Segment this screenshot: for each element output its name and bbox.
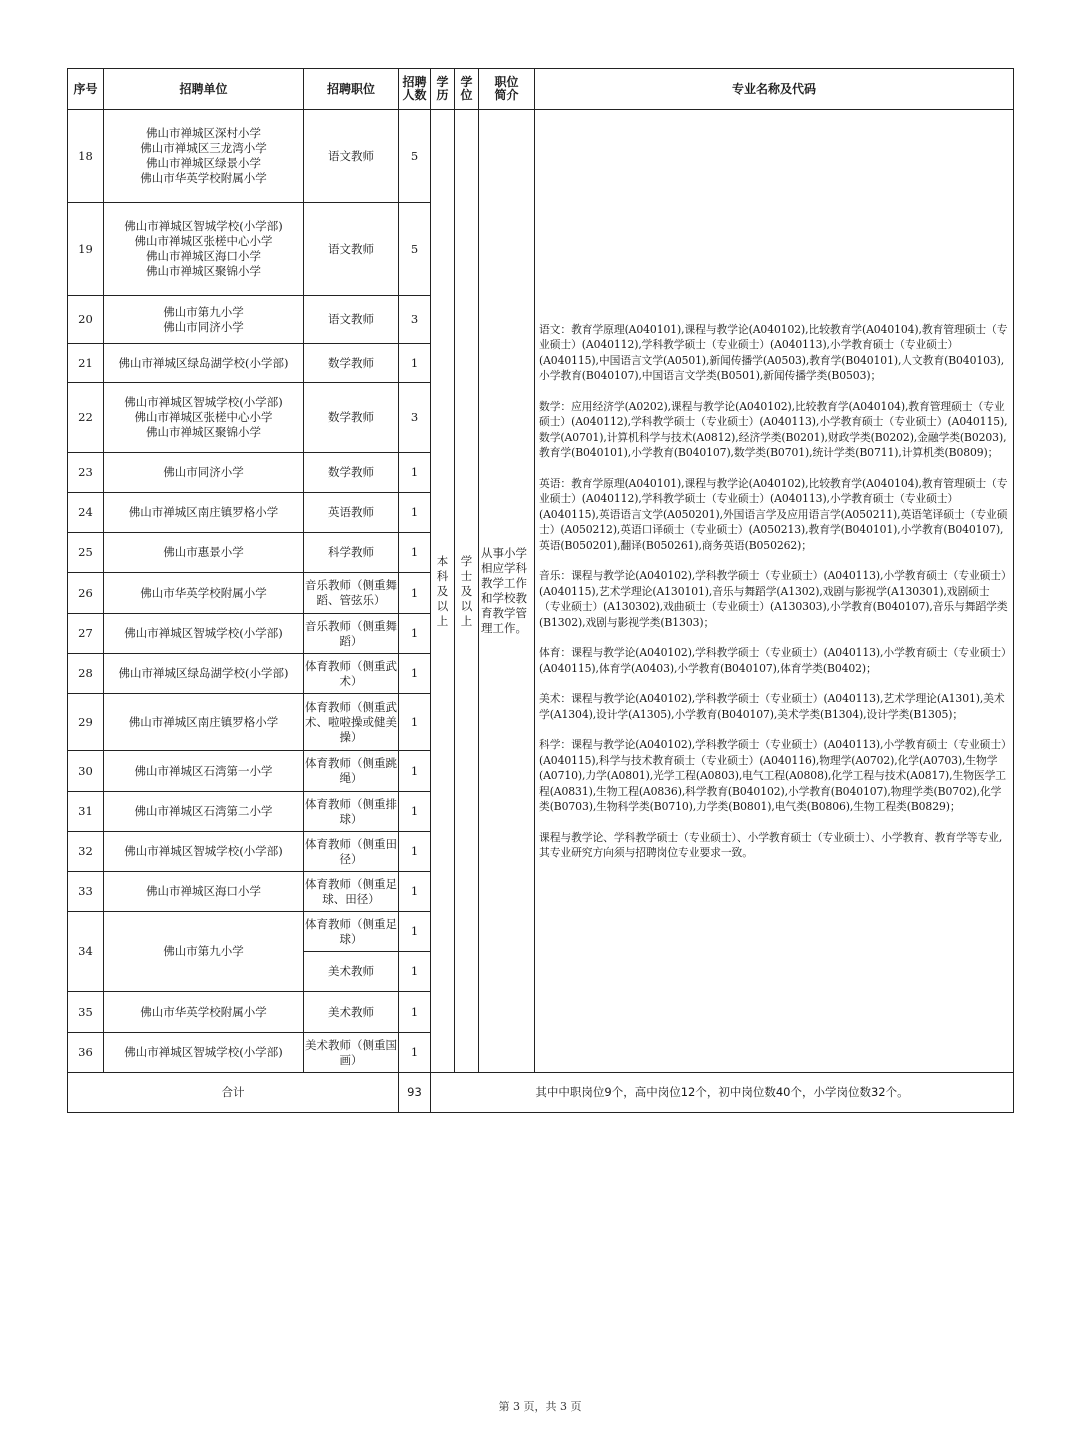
count-cell: 1 [399,614,431,654]
header-unit: 招聘单位 [104,69,304,110]
count-cell: 1 [399,1033,431,1073]
unit-cell [104,493,304,533]
degree-char: 士 [460,568,473,583]
position-cell: 美术教师 [304,992,399,1033]
unit-cell [104,453,304,493]
unit-name: 佛山市禅城区智城学校(小学部) [124,844,283,858]
header-duty [479,69,535,110]
education-cell [431,110,455,1073]
count-cell: 1 [399,533,431,573]
majors-music: 音乐：课程与教学论(A040102),学科教学硕士（专业硕士）(A040113),小学教育硕士（专业硕士）(A040115),艺术学理论(A130101),音乐与舞蹈学(A1302),戏剧与影视学(A130301),戏剧硕士（专业硕士）(A130302),戏曲硕士（专业硕士）(A130303),小学教育(B040107),音乐与舞蹈学类(B1302),戏剧与影视学类(B1303)； [539,569,1008,629]
degree-char: 学 [460,553,473,568]
unit-cell [104,614,304,654]
header-count-label: 招聘人数 [402,75,427,102]
unit-cell [104,654,304,694]
unit-cell [104,912,304,992]
unit-name: 佛山市禅城区张槎中心小学 [134,234,273,248]
count-cell: 1 [399,654,431,694]
unit-name: 佛山市禅城区三龙湾小学 [140,141,267,155]
count-cell: 1 [399,344,431,383]
position-cell: 美术教师（侧重国画） [304,1033,399,1073]
unit-cell [104,751,304,792]
majors-art: 美术：课程与教学论(A040102),学科教学硕士（专业硕士）(A040113),艺术学理论(A1301),美术学(A1304),设计学(A1305),小学教育(B040107),美术学类(B1304),设计学类(B1305)； [539,692,1005,721]
count-cell: 1 [399,952,431,992]
seq-cell: 18 [68,110,104,203]
majors-cell [535,110,1014,1073]
education-char: 科 [436,568,449,583]
unit-name: 佛山市禅城区海口小学 [146,884,261,898]
unit-name: 佛山市禅城区绿景小学 [146,156,261,170]
total-note: 其中中职岗位9个，高中岗位12个，初中岗位数40个，小学岗位数32个。 [431,1073,1014,1113]
total-row [68,1073,1014,1113]
total-count: 93 [399,1073,431,1113]
unit-name: 佛山市禅城区海口小学 [146,249,261,263]
unit-name: 佛山市禅城区智城学校(小学部) [124,626,283,640]
unit-name: 佛山市华英学校附属小学 [140,171,267,185]
position-cell: 体育教师（侧重武术、啦啦操或健美操） [304,694,399,751]
header-majors: 专业名称及代码 [535,69,1014,110]
position-cell: 体育教师（侧重足球、田径） [304,872,399,912]
header-degree [455,69,479,110]
position-cell: 体育教师（侧重足球） [304,912,399,952]
count-cell: 3 [399,296,431,344]
position-cell: 语文教师 [304,110,399,203]
education-char: 上 [436,613,449,628]
count-cell: 1 [399,832,431,872]
count-cell: 1 [399,912,431,952]
seq-cell: 22 [68,383,104,453]
seq-cell: 29 [68,694,104,751]
seq-cell: 30 [68,751,104,792]
seq-cell: 20 [68,296,104,344]
table-header-row [68,69,1014,110]
majors-chinese: 语文：教育学原理(A040101),课程与教学论(A040102),比较教育学(A040104),教育管理硕士（专业硕士）(A040112),学科教学硕士（专业硕士）(A040113),小学教育硕士（专业硕士）(A040115),中国语言文学(A0501),新闻传播学(A0503),教育学(B040101),人文教育(B040103),小学教育(B040107),中国语言文学类(B0501),新闻传播学类(B0503)； [539,322,1008,382]
unit-name: 佛山市禅城区聚锦小学 [146,425,261,439]
seq-cell: 23 [68,453,104,493]
count-cell: 1 [399,694,431,751]
unit-name: 佛山市禅城区智城学校(小学部) [124,219,283,233]
seq-cell: 36 [68,1033,104,1073]
seq-cell: 35 [68,992,104,1033]
count-cell: 1 [399,751,431,792]
unit-name: 佛山市禅城区绿岛湖学校(小学部) [118,355,289,370]
unit-cell [104,694,304,751]
seq-cell: 28 [68,654,104,694]
unit-cell [104,992,304,1033]
seq-cell: 19 [68,203,104,296]
position-cell: 语文教师 [304,203,399,296]
unit-name: 佛山市禅城区绿岛湖学校(小学部) [118,666,289,680]
unit-name: 佛山市同济小学 [163,465,244,479]
page-footer: 第 3 页，共 3 页 [498,1400,582,1413]
seq-cell: 27 [68,614,104,654]
count-cell: 1 [399,792,431,832]
seq-cell: 24 [68,493,104,533]
position-cell: 体育教师（侧重武术） [304,654,399,694]
count-cell: 1 [399,992,431,1033]
majors-science: 科学：课程与教学论(A040102),学科教学硕士（专业硕士）(A040113),小学教育硕士（专业硕士）(A040115),科学与技术教育硕士（专业硕士）(A040116),物理学(A0702),化学(A0703),生物学(A0710),力学(A0801),光学工程(A0803),电气工程(A0808),化学工程与技术(A0817),生物医学工程(A0831),生物工程(A0836),科学教育(B040102),小学教育(B040107),物理学类(B0702),化学类(B0703),生物科学类(B0710),力学类(B0801),电气类(B0806),生物工程类(B0829)； [539,738,1007,813]
count-cell: 1 [399,573,431,614]
unit-cell [104,203,304,296]
seq-cell: 25 [68,533,104,573]
unit-name: 佛山市同济小学 [163,319,244,334]
unit-cell [104,296,304,344]
degree-char: 上 [460,613,473,628]
unit-name: 佛山市禅城区石湾第二小学 [134,804,273,818]
unit-name: 佛山市惠景小学 [163,545,244,559]
position-cell: 体育教师（侧重跳绳） [304,751,399,792]
count-cell: 1 [399,872,431,912]
degree-cell [455,110,479,1073]
header-degree-label: 学位 [460,75,473,102]
total-label: 合计 [68,1073,399,1113]
unit-cell [104,344,304,383]
unit-cell [104,533,304,573]
unit-name: 佛山市禅城区深村小学 [146,126,261,140]
seq-cell: 21 [68,344,104,383]
degree-char: 以 [460,598,473,613]
count-cell: 1 [399,493,431,533]
unit-cell [104,573,304,614]
position-cell: 音乐教师（侧重舞蹈、管弦乐） [304,573,399,614]
education-char: 本 [436,553,449,568]
duty-cell: 从事小学相应学科教学工作和学校教育教学管理工作。 [479,110,535,1073]
unit-name: 佛山市禅城区聚锦小学 [146,264,261,278]
unit-name: 佛山市禅城区石湾第一小学 [134,763,273,778]
count-cell: 5 [399,110,431,203]
count-cell: 3 [399,383,431,453]
education-char: 以 [436,598,449,613]
majors-note: 课程与教学论、学科教学硕士（专业硕士）、小学教育硕士（专业硕士）、小学教育、教育学等专业,其专业研究方向须与招聘岗位专业要求一致。 [539,830,1003,859]
seq-cell: 33 [68,872,104,912]
table-row [68,110,1014,203]
unit-cell [104,792,304,832]
position-cell: 数学教师 [304,383,399,453]
count-cell: 1 [399,453,431,493]
header-duty-label: 职位简介 [494,75,519,102]
degree-char: 及 [460,583,473,598]
seq-cell: 26 [68,573,104,614]
majors-english: 英语：教育学原理(A040101),课程与教学论(A040102),比较教育学(A040104),教育管理硕士（专业硕士）(A040112),学科教学硕士（专业硕士）(A040113),小学教育硕士（专业硕士）(A040115),英语语言文学(A050201),外国语言学及应用语言学(A050211),英语笔译硕士（专业硕士）(A050212),英语口译硕士（专业硕士）(A050213),教育学(B040101),小学教育(B040107),英语(B050201),翻译(B050261),商务英语(B050262)； [539,476,1008,552]
unit-name: 佛山市禅城区南庄镇罗格小学 [128,505,279,519]
header-education-label: 学历 [436,75,449,102]
unit-name: 佛山市禅城区智城学校(小学部) [124,395,283,409]
education-char: 及 [436,583,449,598]
majors-math: 数学：应用经济学(A0202),课程与教学论(A040102),比较教育学(A040104),教育管理硕士（专业硕士）(A040112),学科教学硕士（专业硕士）(A040113),小学教育硕士（专业硕士）(A040115),数学(A0701),计算机科学与技术(A0812),经济学类(B0201),财政学类(B0202),金融学类(B0203),教育学(B040101),小学教育(B040107),数学类(B0701),统计学类(B0711),计算机类(B0809)； [539,399,1008,459]
position-cell: 音乐教师（侧重舞蹈） [304,614,399,654]
count-cell: 5 [399,203,431,296]
unit-cell [104,383,304,453]
seq-cell: 34 [68,912,104,992]
unit-name: 佛山市禅城区南庄镇罗格小学 [128,714,279,729]
unit-name: 佛山市禅城区张槎中心小学 [134,410,273,424]
position-cell: 体育教师（侧重排球） [304,792,399,832]
position-cell: 英语教师 [304,493,399,533]
position-cell: 体育教师（侧重田径） [304,832,399,872]
header-count [399,69,431,110]
seq-cell: 32 [68,832,104,872]
seq-cell: 31 [68,792,104,832]
unit-name: 佛山市第九小学 [163,304,244,319]
majors-pe: 体育：课程与教学论(A040102),学科教学硕士（专业硕士）(A040113),小学教育硕士（专业硕士）(A040115),体育学(A0403),小学教育(B040107),体育学类(B0402)； [539,646,1007,675]
unit-name: 佛山市华英学校附属小学 [140,585,267,600]
unit-cell [104,832,304,872]
position-cell: 科学教师 [304,533,399,573]
position-cell: 美术教师 [304,952,399,992]
position-cell: 数学教师 [304,453,399,493]
unit-cell [104,110,304,203]
unit-name: 佛山市华英学校附属小学 [140,1004,267,1019]
position-cell: 语文教师 [304,296,399,344]
unit-cell [104,1033,304,1073]
unit-name: 佛山市禅城区智城学校(小学部) [124,1045,283,1059]
position-cell: 数学教师 [304,344,399,383]
header-seq: 序号 [68,69,104,110]
recruitment-table [67,68,1014,1113]
header-position: 招聘职位 [304,69,399,110]
unit-cell [104,872,304,912]
unit-name: 佛山市第九小学 [163,944,244,958]
header-education [431,69,455,110]
